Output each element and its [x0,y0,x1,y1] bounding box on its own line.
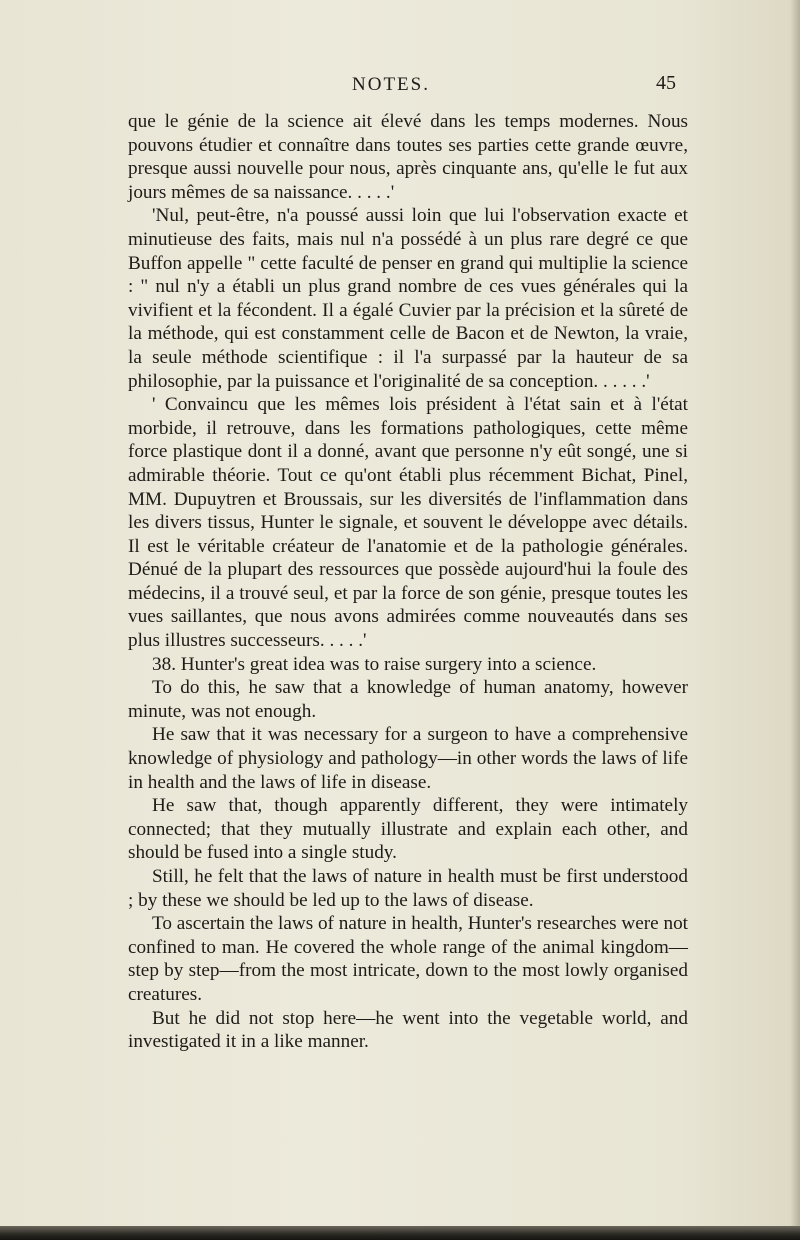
paragraph: To ascertain the laws of nature in health, Hunter's researches were not confined to man. He covered the whole range of the animal kingdom—step by step—from the most intricate, down to the most lowly organised creatures. [128,913,688,1005]
page-number: 45 [656,72,676,94]
paragraph: To do this, he saw that a knowledge of human anatomy, however minute, was not enough. [128,677,688,722]
running-head: NOTES. [352,74,430,95]
paragraph: Still, he felt that the laws of nature in health must be first understood ; by these we should be led up to the laws of disease. [128,866,688,911]
paragraph: But he did not stop here—he went into the vegetable world, and investigated it in a like manner. [128,1007,688,1053]
paragraph: He saw that, though apparently different, they were intimately connected; that they mutually illustrate and explain each other, and should be fused into a single study. [128,795,688,864]
paragraph: ' Convaincu que les mêmes lois président à l'état sain et à l'état morbide, il retrouve, dans les formations pathologiques, cette même force plastique dont il a donné, avant que personne n'y eût songé, une si admirable théorie. Tout ce qu'ont établi plus récemment Bichat, Pinel, MM. Dupuytren et Broussais, sur les diversités de l'inflammation dans les divers tissus, Hunter le signale, et souvent le développe avec détails. Il est le véritable créateur de l'anatomie et de la pathologie générales. Dénué de la plupart des ressources que possède aujourd'hui la foule des médecins, il a trouvé seul, et par la force de son génie, presque toutes les vues saillantes, que nous avons admirées comme nouveautés dans ses plus illustres successeurs. . . . .' [128,394,688,652]
page-header [0,74,800,104]
paragraph: que le génie de la science ait élevé dans les temps modernes. Nous pouvons étudier et connaître dans toutes ses parties cette grande œuvre, presque aussi nouvelle pour nous, après cinquante ans, qu'elle le fut aux jours mêmes de sa naissance. . . . .' [128,111,688,203]
page-edge-shadow [790,0,800,1240]
body-text [128,110,688,1054]
scan-bottom-edge [0,1226,800,1240]
paragraph: 38. Hunter's great idea was to raise surgery into a science. [152,653,597,675]
paragraph: 'Nul, peut-être, n'a poussé aussi loin que lui l'observation exacte et minutieuse des faits, mais nul n'a possédé à un plus rare degré ce que Buffon appelle " cette faculté de penser en grand qui multiplie la science : " nul n'y a établi un plus grand nombre de ces vues générales qui la vivifient et la fécondent. Il a égalé Cuvier par la précision et la sûreté de la méthode, qui est constamment celle de Bacon et de Newton, la vraie, la seule méthode scientifique : il l'a surpassé par la hauteur de sa philosophie, par la puissance et l'originalité de sa conception. . . . . .' [128,205,688,392]
paragraph: He saw that it was necessary for a surgeon to have a comprehensive knowledge of physiology and pathology—in other words the laws of life in health and the laws of life in disease. [128,724,688,793]
